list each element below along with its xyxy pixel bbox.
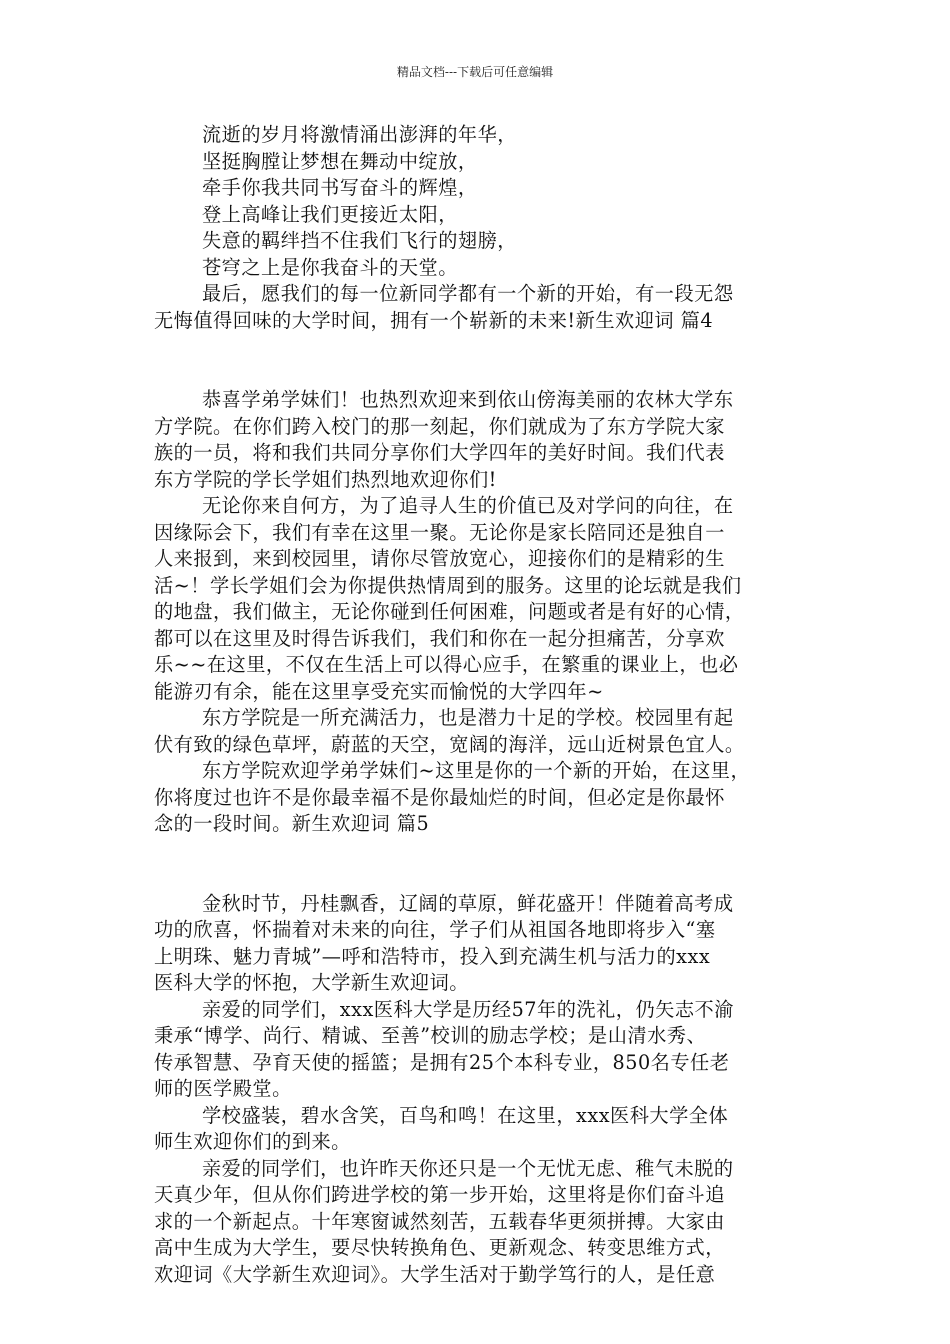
paragraph-line: 学校盛装，碧水含笑，百鸟和鸣！在这里，xxx医科大学全体 [202, 1103, 729, 1127]
paragraph-line: 因缘际会下，我们有幸在这里一聚。无论你是家长陪同还是独自一 [154, 520, 725, 544]
paragraph-line: 亲爱的同学们，也许昨天你还只是一个无忧无虑、稚气未脱的 [202, 1156, 734, 1180]
paragraph-line: 乐~~在这里，不仅在生活上可以得心应手，在繁重的课业上，也必 [154, 653, 739, 676]
paragraph-line: 亲爱的同学们，xxx医科大学是历经57年的洗礼，仍矢志不渝 [202, 997, 734, 1021]
page-header: 精品文档---下载后可任意编辑 [396, 65, 554, 79]
paragraph-line: 功的欣喜，怀揣着对未来的向往，学子们从祖国各地即将步入“塞 [154, 918, 716, 941]
paragraph-line: 恭喜学弟学妹们！也热烈欢迎来到依山傍海美丽的农林大学东 [202, 388, 734, 411]
paragraph-line: 方学院。在你们跨入校门的那一刻起，你们就成为了东方学院大家 [154, 414, 725, 438]
section-gap [154, 838, 804, 891]
document-body [154, 122, 804, 1288]
paragraph-line: 求的一个新起点。十年寒窗诚然刻苦，五载春华更须拼搏。大家由 [154, 1209, 725, 1233]
poem-line: 登上高峰让我们更接近太阳， [202, 202, 458, 226]
paragraph-line: 医科大学的怀抱，大学新生欢迎词。 [154, 971, 469, 994]
poem-line: 苍穹之上是你我奋斗的天堂。 [202, 255, 458, 279]
paragraph-line: 活~！学长学姐们会为你提供热情周到的服务。这里的论坛就是我们 [154, 573, 742, 597]
paragraph-line: 东方学院欢迎学弟学妹们~这里是你的一个新的开始，在这里， [202, 759, 751, 782]
paragraph-line: 东方学院的学长学姐们热烈地欢迎你们! [154, 467, 497, 491]
paragraph-line: 天真少年，但从你们跨进学校的第一步开始，这里将是你们奋斗追 [154, 1183, 725, 1206]
paragraph-line: 族的一员，将和我们共同分享你们大学四年的美好时间。我们代表 [154, 441, 725, 464]
paragraph-line: 高中生成为大学生，要尽快转换角色、更新观念、转变思维方式， [154, 1236, 725, 1259]
paragraph-line: 都可以在这里及时得告诉我们，我们和你在一起分担痛苦，分享欢 [154, 626, 725, 650]
paragraph-line: 师的医学殿堂。 [154, 1077, 292, 1100]
paragraph-line: 人来报到，来到校园里，请你尽管放宽心，迎接你们的是精彩的生 [154, 547, 725, 570]
paragraph-line: 师生欢迎你们的到来。 [154, 1130, 351, 1153]
paragraph-line: 无论你来自何方，为了追寻人生的价值已及对学问的向往，在 [202, 494, 734, 517]
section-gap [154, 334, 804, 387]
paragraph-line: 能游刃有余，能在这里享受充实而愉悦的大学四年~ [154, 679, 604, 703]
paragraph-line: 无悔值得回味的大学时间，拥有一个崭新的未来!新生欢迎词 篇4 [154, 308, 714, 332]
paragraph-line: 传承智慧、孕育天使的摇篮；是拥有25个本科专业，850名专任老 [154, 1050, 730, 1074]
paragraph-line: 伏有致的绿色草坪，蔚蓝的天空，宽阔的海洋，远山近树景色宜人。 [154, 732, 745, 756]
poem-line: 坚挺胸膛让梦想在舞动中绽放， [202, 149, 478, 173]
paragraph-line: 最后，愿我们的每一位新同学都有一个新的开始，有一段无怨 [202, 282, 734, 305]
poem-line: 失意的羁绊挡不住我们飞行的翅膀， [202, 229, 517, 252]
paragraph-line: 金秋时节，丹桂飘香，辽阔的草原，鲜花盛开！伴随着高考成 [202, 891, 734, 915]
paragraph-line: 你将度过也许不是你最幸福不是你最灿烂的时间，但必定是你最怀 [154, 785, 725, 809]
paragraph-line: 东方学院是一所充满活力，也是潜力十足的学校。校园里有起 [202, 706, 734, 729]
paragraph-line: 的地盘，我们做主，无论你碰到任何困难，问题或者是有好的心情， [154, 600, 745, 623]
poem-line: 流逝的岁月将激情涌出澎湃的年华， [202, 123, 517, 146]
paragraph-line: 上明珠、魅力青城”—呼和浩特市，投入到充满生机与活力的xxx [154, 944, 711, 968]
paragraph-line: 秉承“博学、尚行、精诚、至善”校训的励志学校；是山清水秀、 [154, 1024, 707, 1047]
poem-line: 牵手你我共同书写奋斗的辉煌， [202, 176, 478, 199]
paragraph-line: 念的一段时间。新生欢迎词 篇5 [154, 812, 430, 835]
paragraph-line: 欢迎词《大学新生欢迎词》。大学生活对于勤学笃行的人，是任意 [154, 1262, 716, 1286]
